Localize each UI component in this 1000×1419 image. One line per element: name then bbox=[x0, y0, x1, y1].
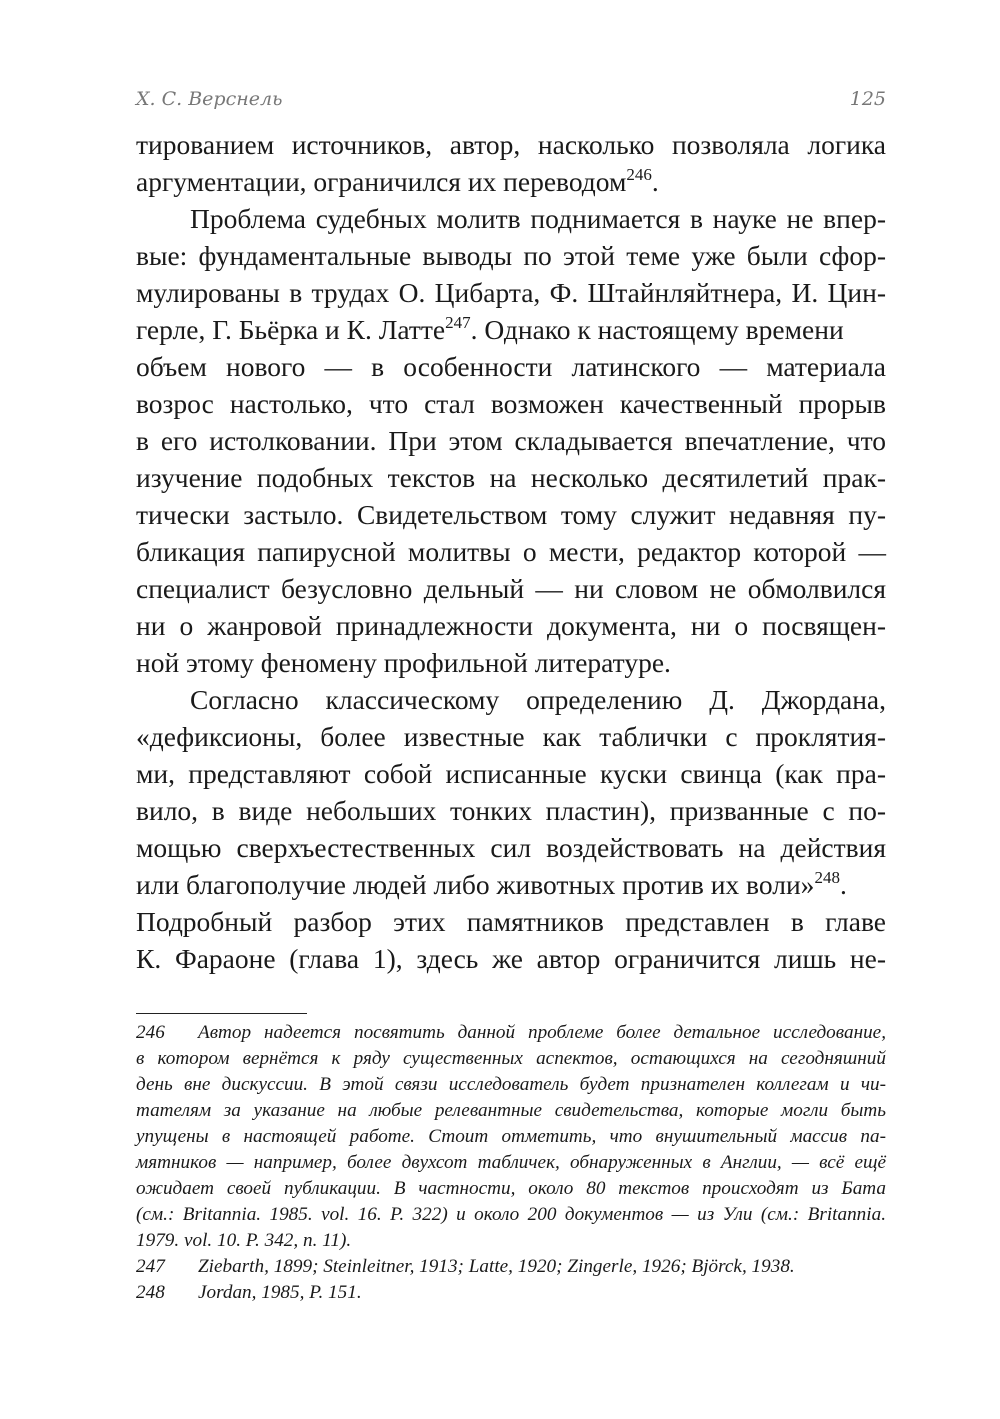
text-line: аргументации, ограничился их переводом$^{246}$. bbox=[136, 165, 659, 197]
text-line: изучение подобных текстов на несколько десятилетий прак- bbox=[136, 462, 886, 493]
footnote-line: день вне дискуссии. В этой связи исследователь будет признателен коллегам и чи- bbox=[136, 1074, 886, 1095]
footnote-ref-246[interactable]: 246 bbox=[626, 165, 652, 184]
text-line: тически застыло. Свидетельством тому служит недавняя пу- bbox=[136, 499, 886, 530]
text-fragment: герле, Г. Бьёрка и К. Латте bbox=[136, 314, 446, 345]
text-line bbox=[136, 311, 886, 348]
paragraph-start-line: Согласно классическому определению Д. Джордана, bbox=[190, 684, 886, 715]
text-line: вило, в виде небольших тонких пластин), призванные с по- bbox=[136, 795, 886, 826]
text-line: тированием источников, автор, насколько позволяла логика bbox=[136, 129, 886, 160]
text-line: в его истолковании. При этом складывается впечатление, что bbox=[136, 425, 886, 456]
footnote-248 bbox=[136, 1280, 886, 1306]
footnote-line: ожидает своей публикации. В частности, около 80 текстов происходят из Бата bbox=[136, 1178, 886, 1199]
text-line: или благополучие людей либо животных против их воли»$^{248}$. bbox=[136, 868, 847, 900]
text-line: возрос настолько, что стал возможен качественный прорыв bbox=[136, 388, 886, 419]
footnote-number: 248 bbox=[136, 1282, 165, 1303]
text-fragment: . Однако к настоящему времени bbox=[470, 314, 844, 345]
footnote-line: 1979. vol. 10. P. 342, n. 11). bbox=[136, 1230, 352, 1251]
text-line: мулированы в трудах О. Цибарта, Ф. Штайнляйтнера, И. Цин- bbox=[136, 277, 886, 308]
footnote-line: тателям за указание на любые релевантные свидетельства, которые могли быть bbox=[136, 1100, 886, 1121]
text-line: специалист безусловно дельный — ни словом не обмолвился bbox=[136, 573, 886, 604]
text-line: вые: фундаментальные выводы по этой теме уже были сфор- bbox=[136, 240, 886, 271]
footnotes bbox=[136, 1020, 886, 1306]
running-head-author: Х. С. Верснель bbox=[136, 88, 283, 110]
text-line: мощью сверхъестественных сил воздействовать на действия bbox=[136, 832, 886, 863]
footnote-line: в котором вернётся к ряду существенных аспектов, остающихся на сегодняшний bbox=[136, 1048, 886, 1069]
page-number: 125 bbox=[849, 88, 886, 110]
text-line: К. Фараоне (глава 1), здесь же автор ограничится лишь не- bbox=[136, 943, 886, 974]
footnote-number: 246 bbox=[136, 1022, 165, 1043]
text-fragment: аргументации, ограничился их переводом bbox=[136, 166, 627, 197]
footnote-separator bbox=[136, 1013, 307, 1014]
text-line: бликация папирусной молитвы о мести, редактор которой — bbox=[136, 536, 886, 567]
text-line: ной этому феномену профильной литературе. bbox=[136, 647, 671, 678]
text-line: «дефиксионы, более известные как таблички с проклятия- bbox=[136, 721, 886, 752]
footnote-ref-248[interactable]: 248 bbox=[814, 868, 840, 887]
footnote-246 bbox=[136, 1020, 886, 1046]
footnote-ref-247[interactable]: 247 bbox=[445, 313, 471, 332]
text-line: Подробный разбор этих памятников представлен в главе bbox=[136, 906, 886, 937]
footnote-line: мятников — например, более двухсот табличек, обнаруженных в Англии, — всё ещё bbox=[136, 1152, 886, 1173]
text-fragment: или благополучие людей либо животных против их воли» bbox=[136, 869, 815, 900]
paragraph-start-line: Проблема судебных молитв поднимается в науке не впер- bbox=[190, 203, 886, 234]
footnote-text: Автор надеется посвятить данной проблеме более детальное исследование, bbox=[198, 1022, 886, 1043]
footnote-line: (см.: Britannia. 1985. vol. 16. P. 322) и около 200 документов — из Ули (см.: Britannia. bbox=[136, 1204, 886, 1225]
footnote-number: 247 bbox=[136, 1256, 165, 1277]
footnote-line: упущены в настоящей работе. Стоит отметить, что внушительный массив па- bbox=[136, 1126, 886, 1147]
text-line: ми, представляют собой исписанные куски свинца (как пра- bbox=[136, 758, 886, 789]
main-text bbox=[136, 126, 886, 977]
text-line: ни о жанровой принадлежности документа, ни о посвящен- bbox=[136, 610, 886, 641]
footnote-text: Ziebarth, 1899; Steinleitner, 1913; Latte, 1920; Zingerle, 1926; Björck, 1938. bbox=[198, 1256, 795, 1277]
running-head bbox=[136, 88, 886, 118]
footnote-247 bbox=[136, 1254, 886, 1280]
footnote-text: Jordan, 1985, P. 151. bbox=[198, 1282, 362, 1303]
text-line: объем нового — в особенности латинского — материала bbox=[136, 351, 886, 382]
